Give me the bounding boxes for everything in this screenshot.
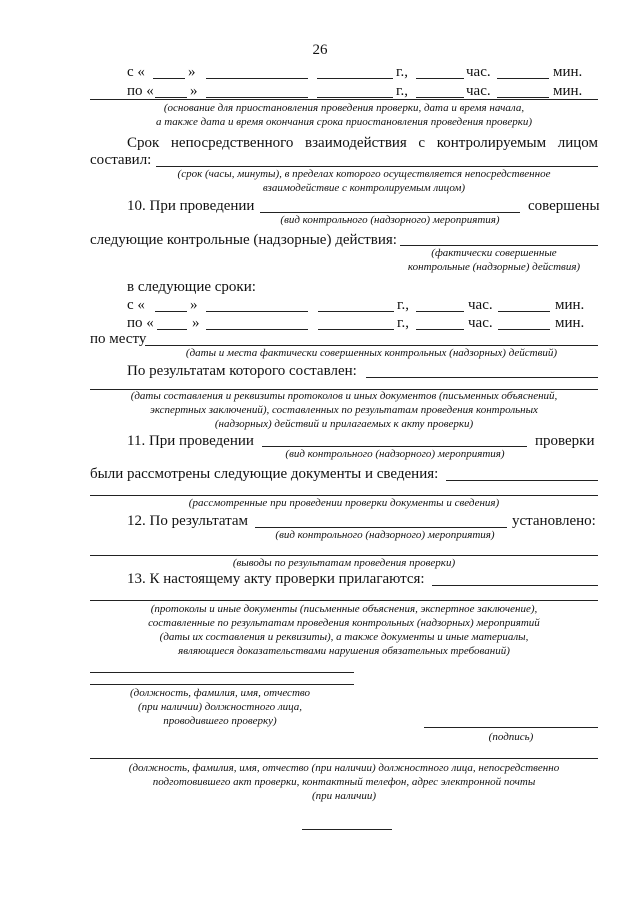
terms-from-minute-line	[498, 311, 550, 312]
terms-year-suffix: г.,	[397, 297, 409, 313]
item11-lead: 11. При проведении	[127, 433, 254, 449]
suspension-from-row	[127, 64, 145, 80]
preparer-line	[90, 758, 598, 759]
item10-caption4: (даты составления и реквизиты протоколов и иных документов (письменных объяснений, экспертных заключений), составленных по результатам проведения контрольных (надзорных) действий и прилагаемых к акту проверки)	[130, 390, 558, 430]
terms-to-label: по «	[127, 315, 154, 331]
to-year-line	[317, 97, 393, 98]
preparer-caption: (должность, фамилия, имя, отчество (при наличии) должностного лица, непосредственно подготовившего акт проверки, контактный телефон, адрес электронной почты (при наличии)	[128, 762, 560, 802]
item13-attach-line	[432, 585, 598, 586]
duration-label: составил:	[90, 152, 152, 168]
item12-tail: установлено:	[512, 513, 596, 529]
from-year-line	[317, 78, 393, 79]
from-hour-line	[416, 78, 464, 79]
quote-close-2: »	[190, 83, 198, 99]
signature-caption: (подпись)	[488, 731, 534, 743]
item10-terms-label: в следующие сроки:	[127, 279, 256, 295]
terms-minute-label: мин.	[555, 297, 585, 313]
from-label: с «	[127, 64, 145, 80]
item10-result-line	[366, 377, 598, 378]
quote-close: »	[188, 64, 196, 80]
signature-line	[424, 727, 598, 728]
item11-line2: были рассмотрены следующие документы и сведения:	[90, 466, 439, 482]
terms-hour-label-2: час.	[468, 315, 493, 331]
item11-docs-line	[446, 480, 598, 481]
footer-separator	[302, 829, 392, 830]
terms-minute-label-2: мин.	[555, 315, 585, 331]
item11-caption2: (рассмотренные при проведении проверки документы и сведения)	[188, 497, 500, 509]
official-caption: (должность, фамилия, имя, отчество (при наличии) должностного лица, проводившего проверку)	[129, 687, 311, 727]
official-line1	[90, 672, 354, 673]
terms-from-label: с «	[127, 297, 145, 313]
to-day-line	[155, 97, 187, 98]
terms-to-month-line	[206, 329, 308, 330]
to-hour-line	[416, 97, 464, 98]
duration-caption: (срок (часы, минуты), в пределах которого осуществляется непосредственное взаимодействие с контролируемым лицом)	[177, 168, 551, 194]
year-suffix-2: г.,	[396, 83, 408, 99]
item10-tail: совершены	[528, 198, 600, 214]
suspension-basis-line	[90, 99, 598, 100]
from-day-line	[153, 78, 185, 79]
minute-label-2: мин.	[553, 83, 583, 99]
item10-caption1: (вид контрольного (надзорного) мероприятия)	[280, 214, 500, 226]
item10-line2: следующие контрольные (надзорные) действия:	[90, 232, 397, 248]
hour-label-2: час.	[466, 83, 491, 99]
item13-lead: 13. К настоящему акту проверки прилагаются:	[127, 571, 425, 587]
terms-year-suffix-2: г.,	[397, 315, 409, 331]
item13-caption: (протоколы и иные документы (письменные объяснения, экспертное заключение), составленные по результатам проведения контрольных (надзорных) мероприятий (даты их составления и реквизиты), а также документы и иные материалы, являющиеся доказательствами нарушения обязательных требований)	[148, 603, 540, 657]
terms-to-year-line	[318, 329, 394, 330]
item11-caption1: (вид контрольного (надзорного) мероприятия)	[285, 448, 505, 460]
terms-to-hour-line	[416, 329, 464, 330]
to-label: по «	[127, 83, 154, 99]
item10-place-label: по месту	[90, 331, 147, 347]
item10-result-label: По результатам которого составлен:	[127, 363, 357, 379]
official-line2	[90, 684, 354, 685]
item10-caption2: (фактически совершенные контрольные (надзорные) действия)	[407, 247, 581, 273]
terms-from-year-line	[318, 311, 394, 312]
terms-quote-close: »	[190, 297, 198, 313]
from-minute-line	[497, 78, 549, 79]
item12-caption2: (выводы по результатам проведения проверки)	[232, 557, 456, 569]
item12-caption1: (вид контрольного (надзорного) мероприятия)	[275, 529, 495, 541]
item12-lead: 12. По результатам	[127, 513, 249, 529]
to-month-line	[206, 97, 308, 98]
item13-attach-line2	[90, 600, 598, 601]
terms-hour-label: час.	[468, 297, 493, 313]
terms-from-month-line	[206, 311, 308, 312]
item11-tail: проверки	[535, 433, 595, 449]
terms-quote-close-2: »	[192, 315, 200, 331]
terms-to-day-line	[157, 329, 187, 330]
terms-from-day-line	[155, 311, 187, 312]
hour-label: час.	[466, 64, 491, 80]
duration-text: Срок непосредственного взаимодействия с контролируемым лицом	[127, 135, 598, 151]
terms-from-hour-line	[416, 311, 464, 312]
suspension-caption: (основание для приостановления проведения проверки, дата и время начала, а также дата и время окончания срока приостановления проведения проверки)	[155, 102, 533, 128]
item10-caption3: (даты и места фактически совершенных контрольных (надзорных) действий)	[185, 347, 558, 359]
minute-label: мин.	[553, 64, 583, 80]
year-suffix: г.,	[396, 64, 408, 80]
to-minute-line	[497, 97, 549, 98]
terms-to-minute-line	[498, 329, 550, 330]
page-number: 26	[312, 42, 328, 58]
from-month-line	[206, 78, 308, 79]
item10-lead: 10. При проведении	[127, 198, 255, 214]
